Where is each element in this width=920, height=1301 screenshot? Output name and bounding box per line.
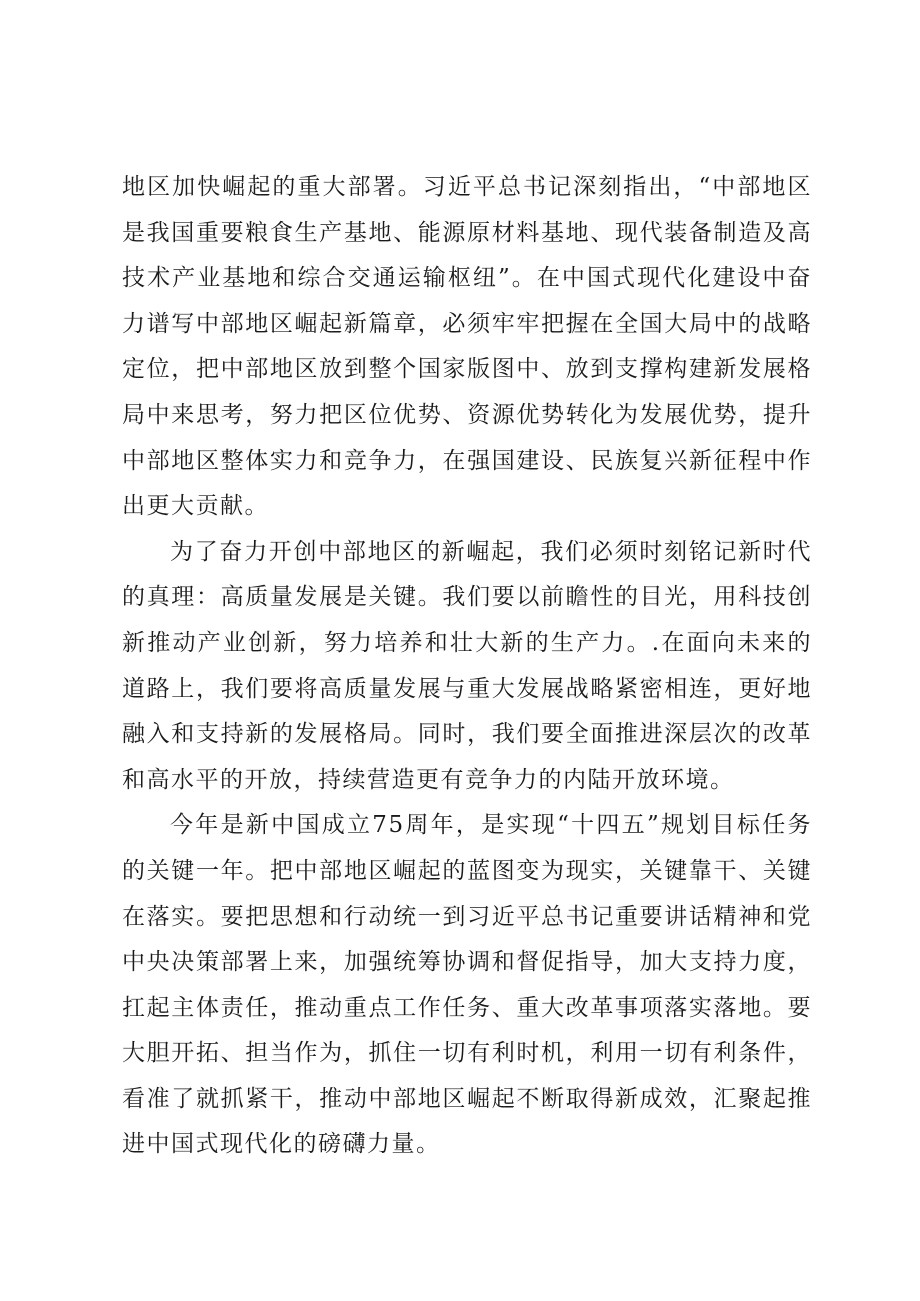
- paragraph-2: 为了奋力开创中部地区的新崛起，我们必须时刻铭记新时代的真理：高质量发展是关键。我们要以前瞻性的目光，用科技创新推动产业创新，努力培养和壮大新的生产力。.在面向未来的道路上，我们要将高质量发展与重大发展战略紧密相连，更好地融入和支持新的发展格局。同时，我们要全面推进深层次的改革和高水平的开放，持续营造更有竞争力的内陆开放环境。: [122, 538, 812, 793]
- paragraph-1: 地区加快崛起的重大部署。习近平总书记深刻指出，“中部地区是我国重要粮食生产基地、能源原材料基地、现代装备制造及高技术产业基地和综合交通运输枢纽”。在中国式现代化建设中奋力谱写中部地区崛起新篇章，必须牢牢把握在全国大局中的战略定位，把中部地区放到整个国家版图中、放到支撑构建新发展格局中来思考，努力把区位优势、资源优势转化为发展优势，提升中部地区整体实力和竞争力，在强国建设、民族复兴新征程中作出更大贡献。: [122, 174, 812, 520]
- paragraph-3: 今年是新中国成立75周年，是实现“十四五”规划目标任务的关键一年。把中部地区崛起的蓝图变为现实，关键靠干、关键在落实。要把思想和行动统一到习近平总书记重要讲话精神和党中央决策部署上来，加强统筹协调和督促指导，加大支持力度，扛起主体责任，推动重点工作任务、重大改革事项落实落地。要大胆开拓、担当作为，抓住一切有利时机，利用一切有利条件，看准了就抓紧干，推动中部地区崛起不断取得新成效，汇聚起推进中国式现代化的磅礴力量。: [122, 812, 812, 1158]
- document-body: [122, 165, 812, 1168]
